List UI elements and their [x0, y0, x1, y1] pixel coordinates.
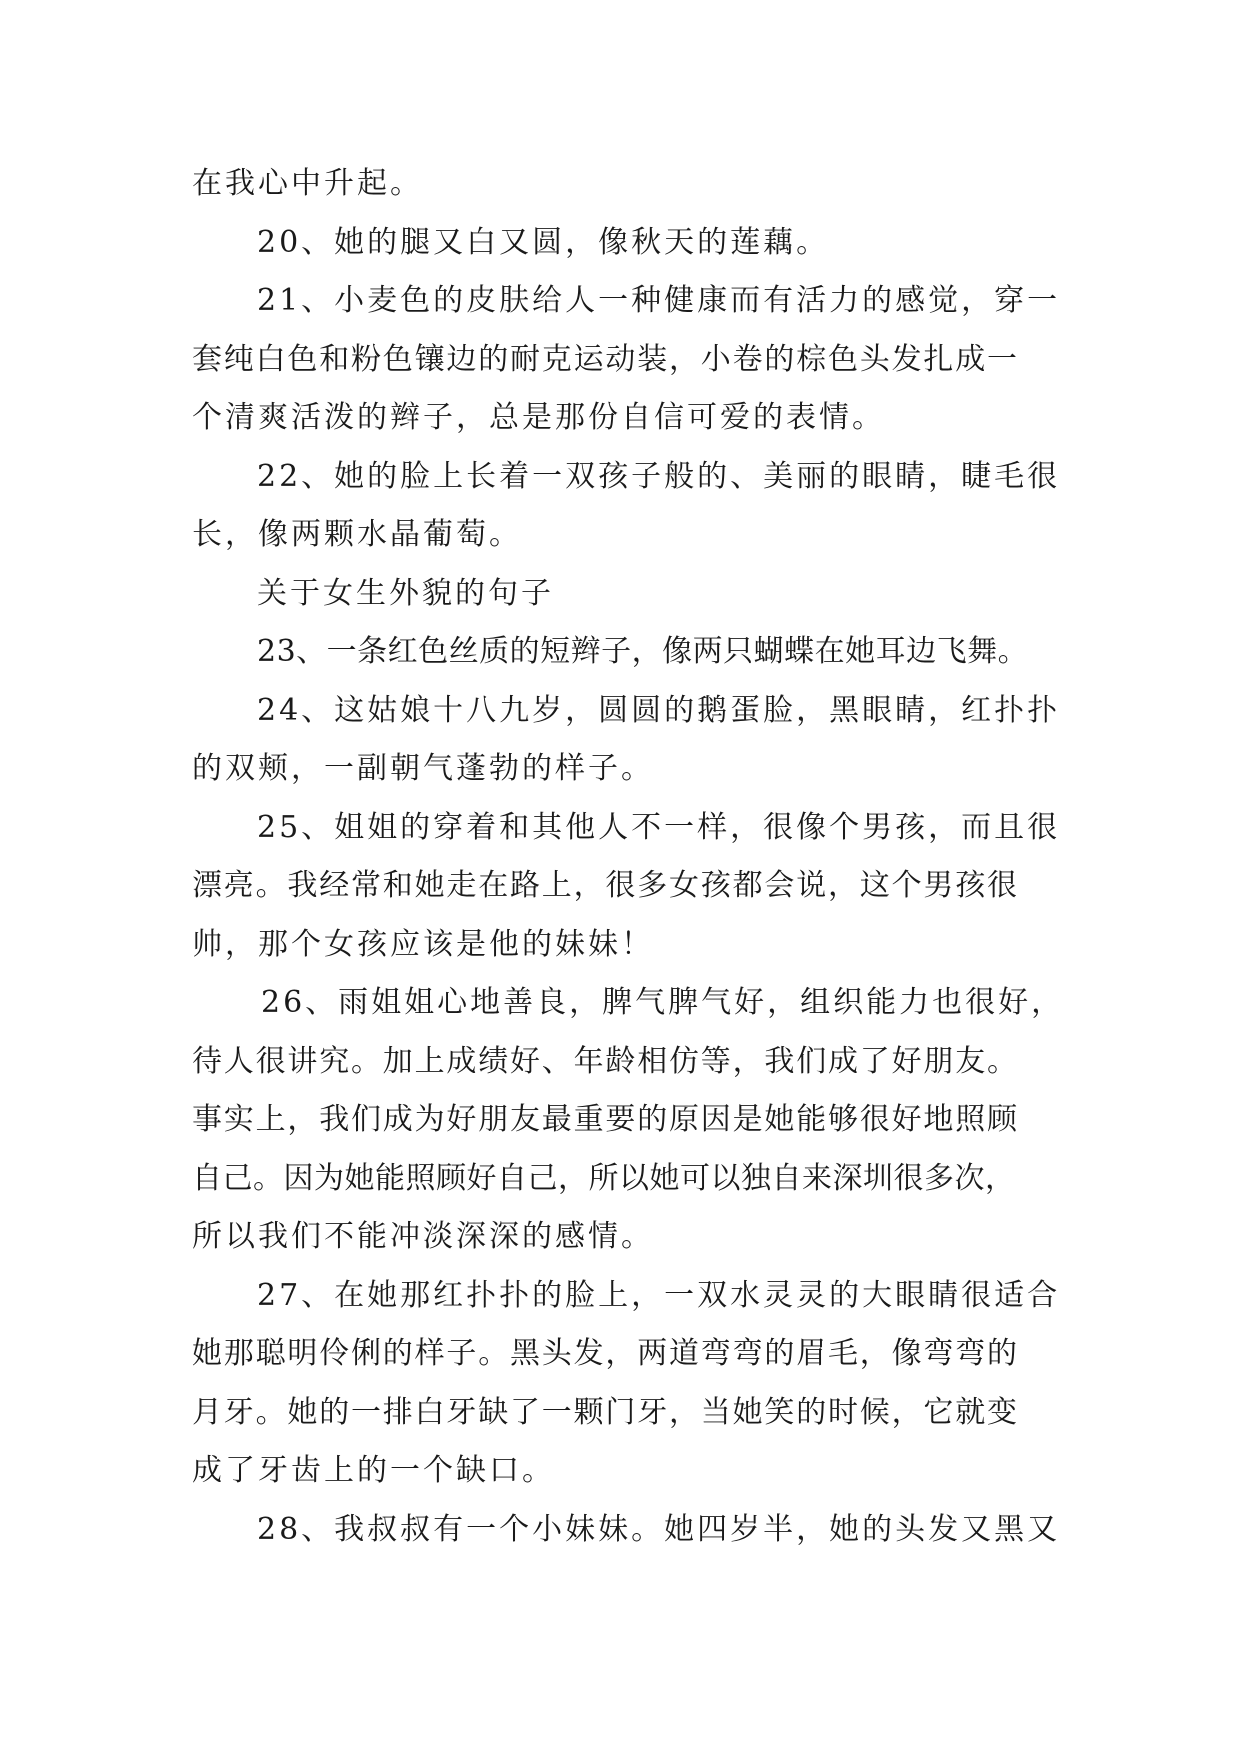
paragraph-line: 个清爽活泼的辫子，总是那份自信可爱的表情。 [192, 400, 885, 435]
paragraph-line: 25、姐姐的穿着和其他人不一样，很像个男孩，而且很 [257, 809, 1061, 845]
paragraph-line: 事实上，我们成为好朋友最重要的原因是她能够很好地照顾 [192, 1102, 1019, 1137]
paragraph-line: 20、她的腿又白又圆，像秋天的莲藕。 [257, 224, 830, 260]
paragraph-line: 长，像两颗水晶葡萄。 [192, 517, 522, 552]
paragraph-line: 成了牙齿上的一个缺口。 [192, 1453, 555, 1488]
paragraph-line: 27、在她那红扑扑的脸上，一双水灵灵的大眼睛很适合 [257, 1277, 1061, 1313]
section-heading: 关于女生外貌的句子 [257, 575, 554, 611]
paragraph-line: 28、我叔叔有一个小妹妹。她四岁半，她的头发又黑又 [257, 1511, 1061, 1547]
paragraph-line: 月牙。她的一排白牙缺了一颗门牙，当她笑的时候，它就变 [192, 1394, 1019, 1430]
paragraph-line: 22、她的脸上长着一双孩子般的、美丽的眼睛，睫毛很 [257, 458, 1061, 494]
paragraph-line: 帅，那个女孩应该是他的妹妹！ [192, 926, 654, 962]
paragraph-line: 自己。因为她能照顾好自己，所以她可以独自来深圳很多次， [192, 1160, 1016, 1196]
document-body [192, 155, 1072, 1559]
paragraph-line: 24、这姑娘十八九岁，圆圆的鹅蛋脸，黑眼睛，红扑扑 [257, 692, 1061, 728]
paragraph-line: 在我心中升起。 [192, 166, 423, 201]
paragraph-line: 26、雨姐姐心地善良，脾气脾气好，组织能力也很好， [261, 985, 1065, 1020]
paragraph-line: 套纯白色和粉色镶边的耐克运动装，小卷的棕色头发扎成一 [192, 341, 1019, 377]
paragraph-line: 21、小麦色的皮肤给人一种健康而有活力的感觉，穿一 [257, 283, 1061, 318]
paragraph-line: 待人很讲究。加上成绩好、年龄相仿等，我们成了好朋友。 [192, 1043, 1019, 1079]
paragraph-line: 的双颊，一副朝气蓬勃的样子。 [192, 751, 654, 786]
paragraph-line: 漂亮。我经常和她走在路上，很多女孩都会说，这个男孩很 [192, 868, 1019, 903]
paragraph-line: 23、一条红色丝质的短辫子，像两只蝴蝶在她耳边飞舞。 [257, 634, 1029, 669]
paragraph-line: 所以我们不能冲淡深深的感情。 [192, 1219, 654, 1254]
paragraph-line: 她那聪明伶俐的样子。黑头发，两道弯弯的眉毛，像弯弯的 [192, 1336, 1019, 1371]
